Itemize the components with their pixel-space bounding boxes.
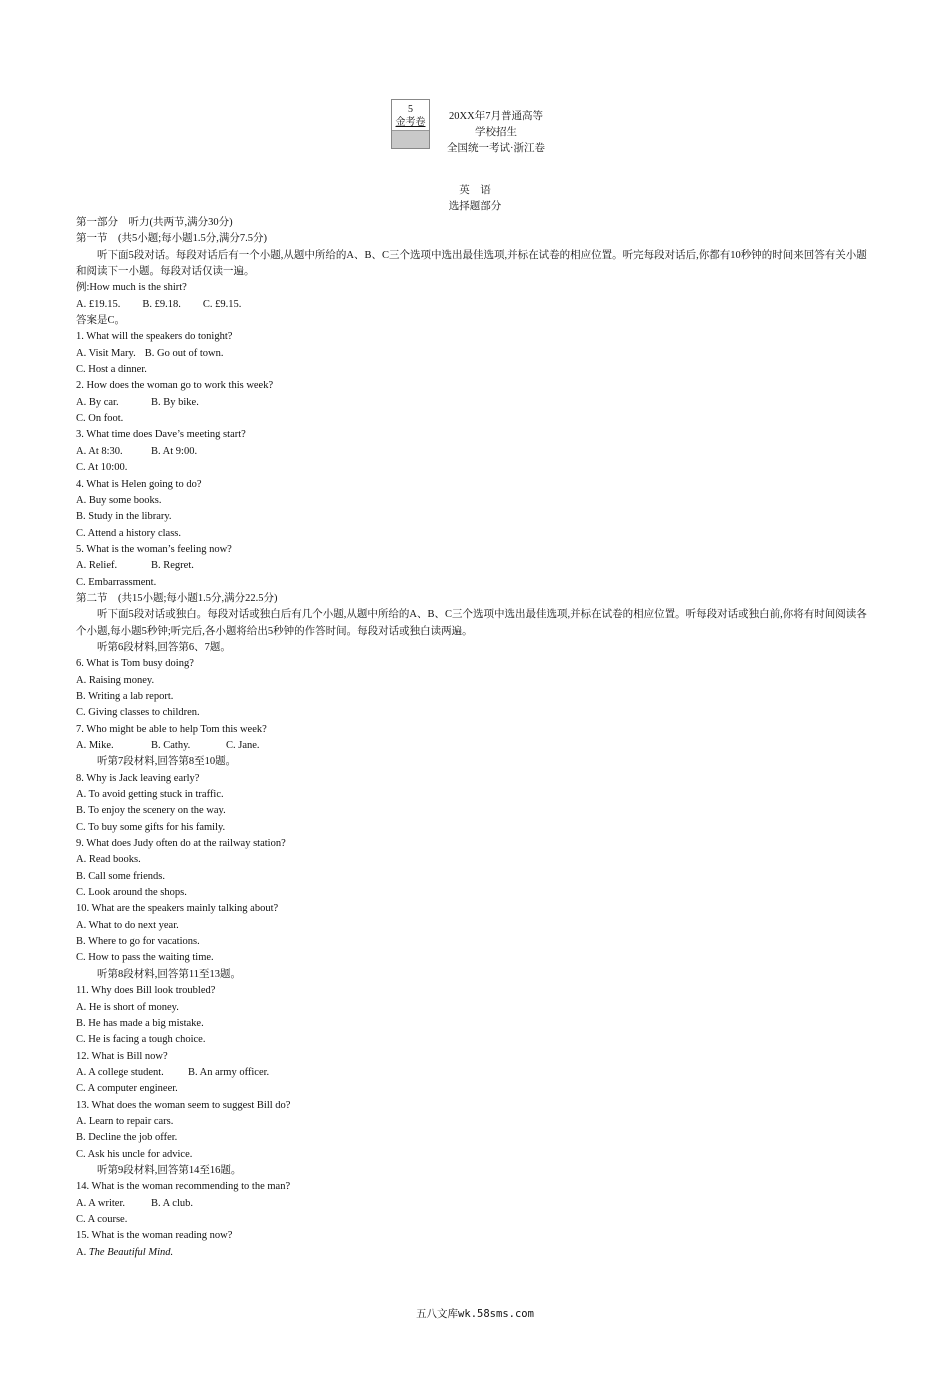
option-c: C. Attend a history class. [76, 527, 181, 539]
option-b: B. At 9:00. [151, 445, 198, 457]
example-question: 例:How much is the shirt? [76, 282, 187, 294]
option-row [76, 1196, 876, 1212]
question-stem: 10. What are the speakers mainly talking about? [76, 903, 279, 915]
question-stem: 7. Who might be able to help Tom this week? [76, 723, 267, 735]
example-options [76, 297, 876, 313]
option-a-prefix: A. [76, 1246, 89, 1258]
part1-heading: 第一部分 听力(共两节,满分30分) [76, 217, 233, 228]
exam-title-line1: 20XX年7月普通高等 [449, 111, 543, 122]
footer-watermark: 五八文库wk.58sms.com [416, 1308, 534, 1320]
badge-shade [392, 130, 429, 148]
material-note: 听第7段材料,回答第8至10题。 [97, 756, 237, 768]
option-c: C. Look around the shops. [76, 887, 187, 899]
exam-title-line3: 全国统一考试·浙江卷 [447, 143, 545, 154]
badge-name: 金考卷 [395, 117, 426, 128]
option-c: C. Host a dinner. [76, 364, 147, 376]
option-a: A. A college student. [76, 1066, 164, 1078]
option-a [76, 1245, 876, 1261]
question-stem: 11. Why does Bill look troubled? [76, 985, 216, 997]
example-answer: 答案是C。 [76, 315, 126, 327]
subject-title: 英 语 [459, 185, 491, 196]
option-c: C. How to pass the waiting time. [76, 952, 214, 964]
book-title: The Beautiful Mind. [88, 1246, 174, 1258]
option-c: C. At 10:00. [76, 462, 128, 474]
material-note: 听第6段材料,回答第6、7题。 [97, 641, 231, 653]
section2-heading: 第二节 (共15小题;每小题1.5分,满分22.5分) [76, 592, 278, 604]
option-a: A. He is short of money. [76, 1001, 179, 1013]
option-b: B. Study in the library. [76, 511, 172, 523]
question-stem: 1. What will the speakers do tonight? [76, 331, 233, 343]
option-a: A. Mike. [76, 740, 114, 751]
option-a: A. Read books. [76, 854, 141, 866]
material-note: 听第9段材料,回答第14至16题。 [97, 1164, 242, 1176]
option-a: A. Buy some books. [76, 494, 162, 506]
option-row [76, 1065, 876, 1081]
badge-number: 5 [408, 104, 413, 115]
example-option-b: B. £9.18. [142, 298, 181, 310]
question-stem: 9. What does Judy often do at the railway station? [76, 838, 286, 850]
option-a: A. To avoid getting stuck in traffic. [76, 789, 224, 801]
option-a: A. Raising money. [76, 674, 155, 686]
section1-instructions: 听下面5段对话。每段对话后有一个小题,从题中所给的A、B、C三个选项中选出最佳选项,并标在试卷的相应位置。听完每段对话后,你都有10秒钟的时间来回答有关小题和阅读下一小题。每段对话仅读一遍。 [76, 249, 867, 278]
option-a: A. Learn to repair cars. [76, 1115, 174, 1127]
option-a: A. A writer. [76, 1197, 125, 1209]
question-stem: 2. How does the woman go to work this week? [76, 380, 274, 392]
option-c: C. Embarrassment. [76, 576, 157, 588]
option-c: C. Jane. [226, 740, 260, 751]
option-row [76, 558, 876, 574]
question-stem: 8. Why is Jack leaving early? [76, 772, 200, 784]
question-stem: 15. What is the woman reading now? [76, 1230, 233, 1242]
option-a: A. Relief. [76, 560, 118, 572]
option-b: B. Go out of town. [144, 347, 224, 359]
option-b: B. A club. [151, 1197, 194, 1209]
option-b: B. To enjoy the scenery on the way. [76, 805, 226, 817]
option-a: A. What to do next year. [76, 919, 179, 931]
section2-instructions: 听下面5段对话或独白。每段对话或独白后有几个小题,从题中所给的A、B、C三个选项中选出最佳选项,并标在试卷的相应位置。听每段对话或独白前,你将有时间阅读各个小题,每小题5秒钟;听完后,各小题将给出5秒钟的作答时间。每段对话或独白读两遍。 [76, 609, 867, 637]
exam-content [76, 215, 876, 1261]
example-option-a: A. £19.15. [76, 298, 121, 310]
option-c: C. A course. [76, 1213, 128, 1225]
section1-heading: 第一节 (共5小题;每小题1.5分,满分7.5分) [76, 233, 268, 245]
option-b: B. Writing a lab report. [76, 690, 174, 702]
option-a: A. Visit Mary. [76, 347, 136, 359]
option-c: C. On foot. [76, 413, 124, 425]
option-c: C. To buy some gifts for his family. [76, 821, 226, 833]
question-stem: 5. What is the woman’s feeling now? [76, 543, 232, 555]
option-c: C. A computer engineer. [76, 1083, 178, 1095]
example-option-c: C. £9.15. [202, 298, 242, 310]
option-b: B. Decline the job offer. [76, 1132, 178, 1144]
question-stem: 6. What is Tom busy doing? [76, 658, 194, 670]
option-c: C. He is facing a tough choice. [76, 1034, 206, 1046]
exam-title [436, 109, 556, 157]
question-stem: 13. What does the woman seem to suggest Bill do? [76, 1099, 291, 1111]
part-title: 选择题部分 [448, 201, 502, 212]
option-a: A. By car. [76, 396, 119, 408]
option-b: B. Where to go for vacations. [76, 936, 200, 948]
exam-badge [391, 99, 430, 149]
option-row [76, 395, 876, 411]
material-note: 听第8段材料,回答第11至13题。 [97, 968, 241, 980]
option-row [76, 444, 876, 460]
option-c: C. Ask his uncle for advice. [76, 1148, 193, 1160]
option-b: B. Regret. [151, 560, 194, 572]
option-row [76, 738, 876, 754]
question-stem: 3. What time does Dave’s meeting start? [76, 429, 246, 441]
exam-title-line2: 学校招生 [475, 127, 517, 138]
question-stem: 14. What is the woman recommending to the man? [76, 1181, 291, 1193]
option-row [76, 346, 876, 362]
question-stem: 12. What is Bill now? [76, 1050, 168, 1062]
option-b: B. By bike. [151, 396, 199, 408]
option-b: B. Cathy. [151, 740, 191, 751]
option-a: A. At 8:30. [76, 445, 123, 457]
option-b: B. He has made a big mistake. [76, 1017, 204, 1029]
question-stem: 4. What is Helen going to do? [76, 478, 202, 490]
option-b: B. An army officer. [188, 1066, 270, 1078]
option-b: B. Call some friends. [76, 870, 165, 882]
option-c: C. Giving classes to children. [76, 707, 200, 719]
